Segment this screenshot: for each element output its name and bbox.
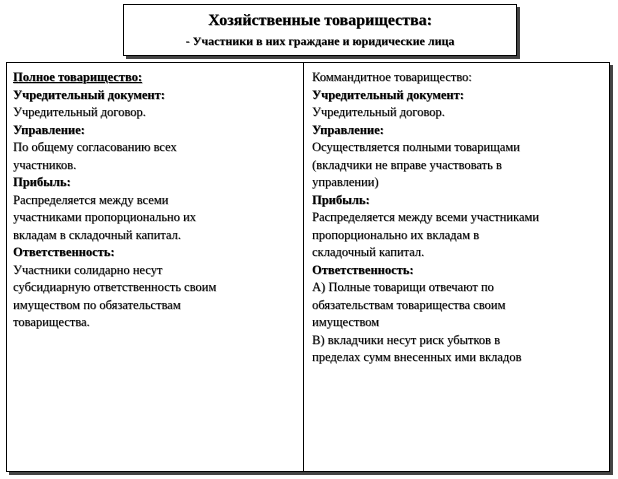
management-text: По общему согласованию всех (13, 140, 177, 154)
responsibility-text: Участники солидарно несут (13, 262, 163, 277)
doc-value: Учредительный договор. (13, 105, 146, 119)
profit-text: пропорционально их вкладам в (312, 227, 480, 242)
profit-text: складочный капитал. (312, 245, 425, 259)
responsibility-text: В) вкладчики несут риск убытков в (312, 332, 500, 347)
responsibility-text: субсидиарную ответственность своим (13, 280, 217, 294)
responsibility-heading: Ответственность: (13, 245, 115, 259)
comparison-table (6, 62, 610, 472)
profit-text: Распределяется между всеми участниками (312, 210, 539, 224)
doc-heading: Учредительный документ: (312, 87, 464, 102)
diagram-title: Хозяйственные товарищества: (208, 12, 432, 29)
profit-text: вкладам в складочный капитал. (13, 227, 181, 242)
responsibility-text: товарищества. (13, 315, 90, 329)
management-heading: Управление: (312, 122, 384, 137)
responsibility-text: пределах сумм внесенных ими вкладов (312, 350, 522, 364)
profit-heading: Прибыль: (13, 175, 71, 189)
column-heading: Коммандитное товарищество: (312, 70, 472, 84)
profit-text: Распределяется между всеми (13, 192, 169, 207)
responsibility-text: обязательствам товарищества своим (312, 297, 506, 312)
diagram-subtitle: - Участники в них граждане и юридические лица (185, 34, 455, 48)
doc-value: Учредительный договор. (312, 105, 445, 119)
responsibility-text: имуществом (312, 315, 380, 329)
doc-heading: Учредительный документ: (13, 87, 165, 102)
responsibility-text: А) Полные товарищи отвечают по (312, 280, 494, 294)
column-heading: Полное товарищество: (13, 70, 143, 84)
limited-partnership-column (312, 69, 604, 367)
management-heading: Управление: (13, 122, 85, 137)
column-divider (303, 63, 304, 471)
title-box (123, 4, 517, 56)
full-partnership-column (13, 69, 298, 332)
responsibility-heading: Ответственность: (312, 262, 414, 277)
responsibility-text: имуществом по обязательствам (13, 297, 181, 312)
management-text: управлении) (312, 175, 379, 189)
management-text: участников. (13, 157, 77, 172)
management-text: Осуществляется полными товарищами (312, 140, 520, 154)
management-text: (вкладчики не вправе участвовать в (312, 157, 502, 172)
profit-text: участниками пропорционально их (13, 210, 196, 224)
profit-heading: Прибыль: (312, 192, 370, 207)
